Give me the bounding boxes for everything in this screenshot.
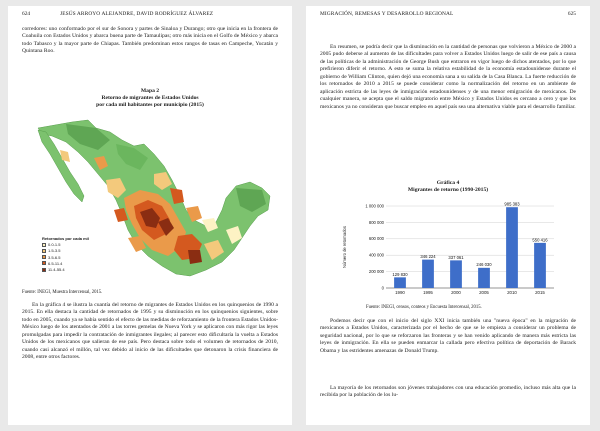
y-tick-label: 600 000 — [368, 236, 384, 242]
x-tick-label: 2000 — [451, 290, 461, 295]
bar-1995 — [422, 260, 434, 288]
map-title-line1: Retorno de migrantes de Estados Unidos — [101, 95, 199, 101]
returnees-bar-chart — [336, 200, 560, 306]
y-tick-label: 200 000 — [368, 269, 384, 274]
left-page-header — [22, 11, 278, 19]
map-legend — [42, 236, 89, 273]
right-paragraph-1: En resumen, se podría decir que la disminución en la cantidad de personas que volvieron a México de 2000 a 2005 pudo deberse al aumento de las dificultades para volver a Estados Unidos luego de salir de ese país a causa de las políticas de la administración de George Bush que entraron en vigor luego de dichos atentados, por lo que prefirieron diferir el retorno. A esto se suma la relativa estabilidad de la economía estadounidense durante el gobierno de William Clinton, quien dejó una economía sana a su salida de la Casa Blanca. La fuerte reducción de los retornados de 2010 a 2015 se puede considerar como la normalización del retorno en un ambiente de aplicación estricta de las leyes de inmigración estadounidenses y de una menor emigración de mexicanos. De cualquier manera, se acepta que el saldo migratorio entre México y Estados Unidos es cercano a cero y que los mexicanos ya no consideran que buscar empleo en aquel país sea una alternativa viable para el desarrollo familiar. — [320, 44, 576, 110]
x-tick-label: 1990 — [395, 290, 405, 295]
y-axis-label: Número de retornados — [342, 226, 347, 268]
map-legend-item: 6.5-11.4 — [42, 261, 89, 267]
left-page-number: 624 — [22, 11, 31, 17]
map-legend-item: 11.4-55.4 — [42, 267, 89, 273]
bar-value-label: 346 224 — [420, 254, 436, 260]
bar-value-label: 337 061 — [448, 254, 464, 260]
bar-value-label: 550 416 — [532, 237, 548, 243]
x-tick-label: 2015 — [535, 290, 545, 295]
bar-value-label: 129 830 — [392, 271, 408, 277]
right-running-head: MIGRACIÓN, REMESAS Y DESARROLLO REGIONAL — [320, 11, 454, 17]
map-legend-item: 3.5-6.5 — [42, 255, 89, 261]
y-tick-label: 400 000 — [368, 252, 384, 258]
left-page — [8, 6, 292, 425]
bar-value-label: 246 030 — [476, 262, 492, 268]
chart-label: Gráfica 4 — [436, 180, 460, 186]
map-title-line2: por cada mil habitantes por municipio (2015) — [96, 102, 204, 108]
right-paragraph-2: Podemos decir que con el inicio del siglo XXI inicia también una "nueva época" en la migración de mexicanos a Estados Unidos, caracterizada por el hecho de que se le empieza a considerar un problema de seguridad nacional, por lo que se reforzaron las fronteras y se han venido aplicando de manera más estricta las leyes de inmigración. En ella se pueden enmarcar la callada pero efectiva política de deportación de Barack Obama y las estridentes amenazas de Donald Trump. — [320, 318, 576, 354]
bar-value-label: 985 383 — [504, 201, 520, 207]
y-tick-label: 1 000 000 — [365, 203, 384, 209]
y-tick-label: 0 — [381, 285, 384, 291]
map-legend-item: 0.0-1.5 — [42, 242, 89, 248]
left-body-paragraph: En la gráfica 4 se ilustra la cuantía del retorno de migrantes de Estados Unidos en los quinquenios de 1990 a 2015. En ella destaca la cantidad de retornados de 1995 y su disminución en los quinquenios siguientes, sobre todo en 2005, cuando ya se había sentido el efecto de las medidas de reforzamiento de la frontera Estados Unidos-México luego de los atentados de 2001 a las torres gemelas de Nueva York y se aplicaron con más rigor las leyes promulgadas para impedir la contratación de inmigrantes ilegales; al parecer esto dificultaría la vuelta a Estados Unidos de los mexicanos que salieran de ese país. Pero destaca sobre todo el volumen de retornados de 2010, cuando casi alcanzó el millón, tal vez debido al inicio de las dificultades que detonaron la crisis financiera de 2008, entre otros factores. — [22, 302, 278, 361]
map-source: Fuente: INEGI, Muestra Intercensal, 2015. — [22, 290, 103, 295]
y-tick-label: 800 000 — [368, 219, 384, 225]
bar-1990 — [394, 277, 406, 288]
left-running-head: JESÚS ARROYO ALEJANDRE, DAVID RODRÍGUEZ ÁLVAREZ — [60, 11, 214, 17]
left-intro-paragraph: corredores: uno conformado por el sur de Sonora y partes de Sinaloa y Durango; otro que inicia en la frontera de Coahuila con Estados Unidos y abarca buena parte de Tamaulipas; otro más inicia en el Golfo de México y abarca todo Tabasco y la mayor parte de Chiapas. También predominan estos rangos de tasas en Campeche, Yucatán y Quintana Roo. — [22, 26, 278, 55]
chart-source: Fuente: INEGI, censos, conteos y Encuesta Intercensal, 2015. — [366, 305, 482, 310]
x-tick-label: 2005 — [479, 290, 489, 295]
bar-2015 — [534, 243, 546, 288]
bar-2000 — [450, 260, 462, 288]
chart-caption — [320, 180, 576, 194]
map-label: Mapa 2 — [140, 88, 160, 94]
bar-2005 — [478, 268, 490, 288]
x-tick-label: 2010 — [507, 290, 517, 295]
map-legend-item: 1.5-3.5 — [42, 248, 89, 254]
right-page-header — [320, 11, 576, 19]
bar-2010 — [506, 207, 518, 288]
right-page — [306, 6, 590, 425]
map-legend-title: Retornados por cada mil — [42, 236, 89, 241]
chart-title: Migrantes de retorno (1990-2015) — [407, 187, 489, 193]
right-page-number: 625 — [567, 11, 576, 17]
right-paragraph-3: La mayoría de los retornados son jóvenes trabajadores con una educación promedio, incluso más alta que la recibida por la población de los lu- — [320, 385, 576, 399]
x-tick-label: 1995 — [423, 290, 433, 295]
map-caption — [22, 88, 278, 109]
